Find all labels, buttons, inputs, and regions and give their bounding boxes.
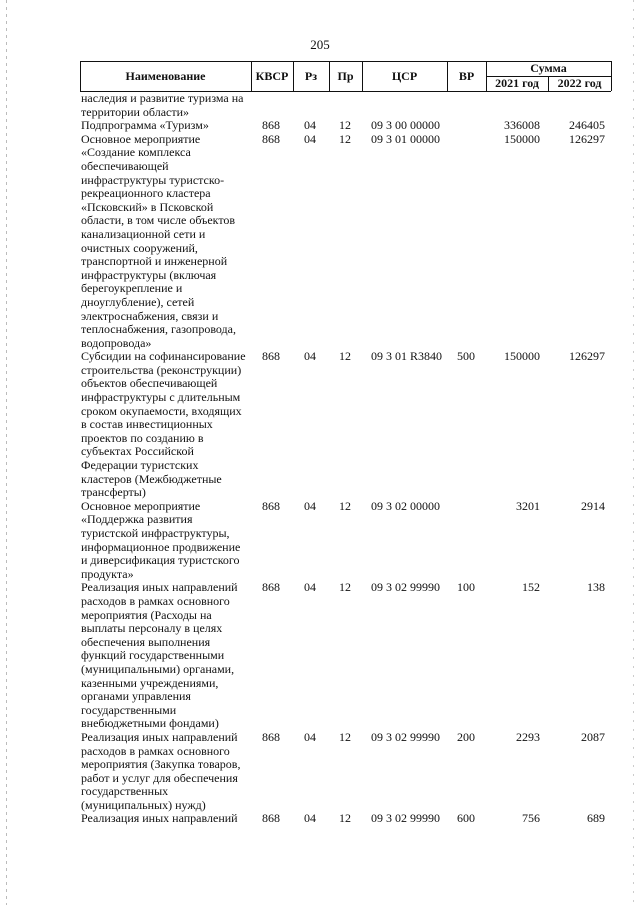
table-row: [80, 731, 611, 813]
table-row: [80, 350, 611, 500]
row-sum-2021: 152: [522, 580, 540, 595]
row-pr: 12: [339, 811, 351, 826]
row-pr: 12: [339, 118, 351, 133]
row-rz: 04: [304, 498, 316, 513]
row-sum-2021: 756: [522, 811, 540, 826]
header-csr: ЦСР: [391, 68, 418, 83]
row-sum-2022: 126297: [569, 131, 605, 146]
row-rz: 04: [304, 729, 316, 744]
row-rz: 04: [304, 580, 316, 595]
table-header: [80, 61, 611, 91]
row-kvsr: 868: [262, 118, 280, 133]
row-sum-2022: 138: [587, 580, 605, 595]
row-kvsr: 868: [262, 349, 280, 364]
row-pr: 12: [339, 580, 351, 595]
row-pr: 12: [339, 729, 351, 744]
row-sum-2022: 689: [587, 811, 605, 826]
row-name: Реализация иных направлений расходов в рамках основного мероприятия (Расходы на выплаты персоналу в целях обеспечения выполнения функций государственными (муниципальными) органами, казенными учреждениями, органами управления государственными внебюджетными фондами): [81, 580, 238, 731]
header-name: Наименование: [125, 68, 206, 83]
table-row: [80, 500, 611, 582]
table-body: [80, 92, 611, 826]
row-name: Реализация иных направлений: [81, 811, 238, 826]
table-row: [80, 92, 611, 119]
row-sum-2022: 126297: [569, 349, 605, 364]
row-csr: 09 3 01 00000: [371, 131, 440, 146]
header-divider: [611, 61, 612, 91]
row-name: Основное мероприятие «Создание комплекса обеспечивающей инфраструктуры туристско-рекреационного кластера «Псковский» в Псковской области, в том числе объектов канализационной сети и очистных сооружений, транспортной и инженерной инфраструктуры (включая берегоукрепление и дноуглубление), сетей электроснабжения, связи и теплоснабжения, газопровода, водопровода»: [81, 131, 236, 350]
row-vr: 200: [457, 729, 475, 744]
header-pr: Пр: [337, 68, 354, 83]
header-vr: ВР: [458, 68, 475, 83]
row-pr: 12: [339, 131, 351, 146]
row-name: Подпрограмма «Туризм»: [81, 118, 209, 133]
row-sum-2021: 336008: [504, 118, 540, 133]
table-row: [80, 133, 611, 351]
header-kvsr: КВСР: [255, 68, 289, 83]
row-csr: 09 3 01 R3840: [371, 349, 443, 364]
row-sum-2021: 150000: [504, 131, 540, 146]
scan-edge-left: [6, 0, 7, 905]
header-year-2022: 2022 год: [557, 76, 602, 90]
row-vr: 600: [457, 811, 475, 826]
row-pr: 12: [339, 498, 351, 513]
header-sum: Сумма: [530, 61, 567, 75]
row-name: наследия и развитие туризма на территории области»: [81, 91, 244, 119]
row-sum-2022: 2087: [581, 729, 605, 744]
row-rz: 04: [304, 811, 316, 826]
row-rz: 04: [304, 131, 316, 146]
row-kvsr: 868: [262, 131, 280, 146]
row-sum-2022: 2914: [581, 498, 605, 513]
row-name: Реализация иных направлений расходов в рамках основного мероприятия (Закупка товаров, работ и услуг для обеспечения государственных (муниципальных) нужд): [81, 729, 241, 812]
row-kvsr: 868: [262, 729, 280, 744]
row-sum-2021: 2293: [516, 729, 540, 744]
row-sum-2022: 246405: [569, 118, 605, 133]
header-rz: Рз: [304, 68, 318, 83]
row-sum-2021: 3201: [516, 498, 540, 513]
row-pr: 12: [339, 349, 351, 364]
row-name: Основное мероприятие «Поддержка развития туристской инфраструктуры, информационное продвижение и диверсификация туристского продукта»: [81, 498, 241, 581]
row-csr: 09 3 00 00000: [371, 118, 440, 133]
row-name: Субсидии на софинансирование строительства (реконструкции) объектов обеспечивающей инфраструктуры с длительным сроком окупаемости, входящих в состав инвестиционных проектов по созданию в субъектах Российской Федерации туристских кластеров (Межбюджетные трансферты): [81, 349, 246, 500]
row-csr: 09 3 02 99990: [371, 811, 440, 826]
table-row: [80, 812, 611, 826]
row-csr: 09 3 02 99990: [371, 729, 440, 744]
row-kvsr: 868: [262, 811, 280, 826]
row-vr: 100: [457, 580, 475, 595]
table-row: [80, 581, 611, 731]
page-number: 205: [310, 37, 330, 52]
row-kvsr: 868: [262, 498, 280, 513]
row-rz: 04: [304, 349, 316, 364]
header-year-2021: 2021 год: [495, 76, 539, 90]
row-sum-2021: 150000: [504, 349, 540, 364]
row-kvsr: 868: [262, 580, 280, 595]
row-csr: 09 3 02 99990: [371, 580, 440, 595]
row-vr: 500: [457, 349, 475, 364]
table-row: [80, 119, 611, 133]
row-csr: 09 3 02 00000: [371, 498, 440, 513]
scan-edge-right: [633, 0, 634, 905]
row-rz: 04: [304, 118, 316, 133]
